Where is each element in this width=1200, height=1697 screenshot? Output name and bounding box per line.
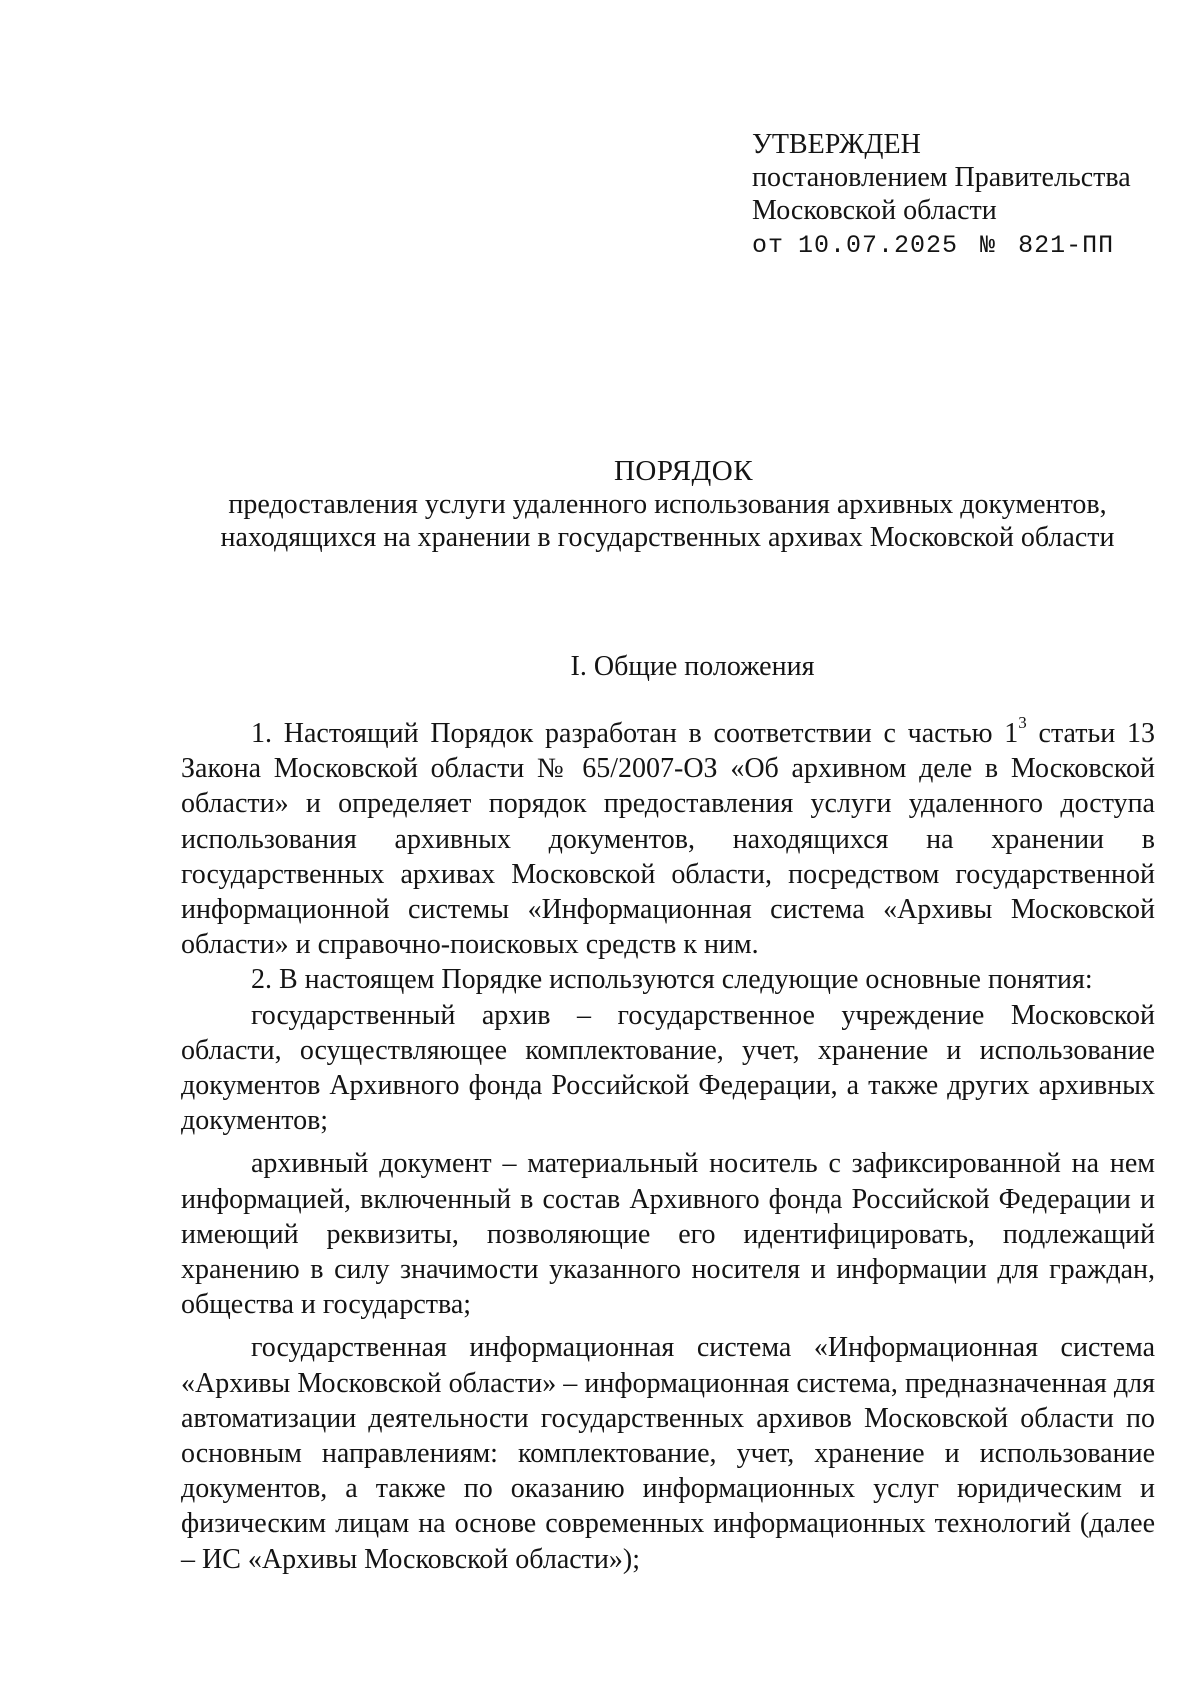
document-title-block [180,455,1155,554]
number-sign: № [980,231,997,260]
document-subtitle-line-2: находящихся на хранении в государственных архивах Московской области [220,522,1115,553]
approval-line-2: Московской области [752,195,997,226]
approval-number: 821-ПП [1018,231,1115,260]
approval-line-1: постановлением Правительства [752,162,1131,193]
approval-status: УТВЕРЖДЕН [752,129,921,160]
document-heading: ПОРЯДОК [613,455,754,487]
document-body [181,712,1155,1577]
paragraph-1 [181,712,1155,962]
definition-archive-document: архивный документ – материальный носитель с зафиксированной на нем информацией, включенный в состав Архивного фонда Российской Федерации и имеющий реквизиты, позволяющие его идентифицировать, подлежащий хранению в силу значимости указанного носителя и информации для граждан, общества и государства; [181,1148,1155,1321]
document-subtitle-line-1: предоставления услуги удаленного использования архивных документов, [228,489,1107,520]
paragraph-1-superscript: 3 [1018,712,1027,732]
section-title: I. Общие положения [570,651,815,682]
paragraph-1-end: статьи 13 Закона Московской области № 65/2007-ОЗ «Об архивном деле в Московской области» и определяет порядок предоставления услуги удаленного доступа использования архивных документов, находящихся на хранении в государственных архивах Московской области, посредством государственной информационной системы «Информационная система «Архивы Московской области» и справочно-поисковых средств к ним. [181,718,1155,961]
definition-state-archive: государственный архив – государственное учреждение Московской области, осуществляющее комплектование, учет, хранение и использование документов Архивного фонда Российской Федерации, а также других архивных документов; [181,999,1155,1137]
approval-stamp-block [752,128,1131,262]
approval-date-line [752,229,1131,262]
approval-date: 10.07.2025 [798,231,959,260]
paragraph-1-start: 1. Настоящий Порядок разработан в соответствии с частью 1 [251,718,1019,749]
date-prefix: от [752,231,785,260]
definition-information-system: государственная информационная система «Информационная система «Архивы Московской области» – информационная система, предназначенная для автоматизации деятельности государственных архивов Московской области по основным направлениям: комплектование, учет, хранение и использование документов, а также по оказанию информационных услуг юридическим и физическим лицам на основе современных информационных технологий (далее – ИС «Архивы Московской области»); [181,1332,1155,1575]
paragraph-2: 2. В настоящем Порядке используются следующие основные понятия: [251,964,1093,996]
